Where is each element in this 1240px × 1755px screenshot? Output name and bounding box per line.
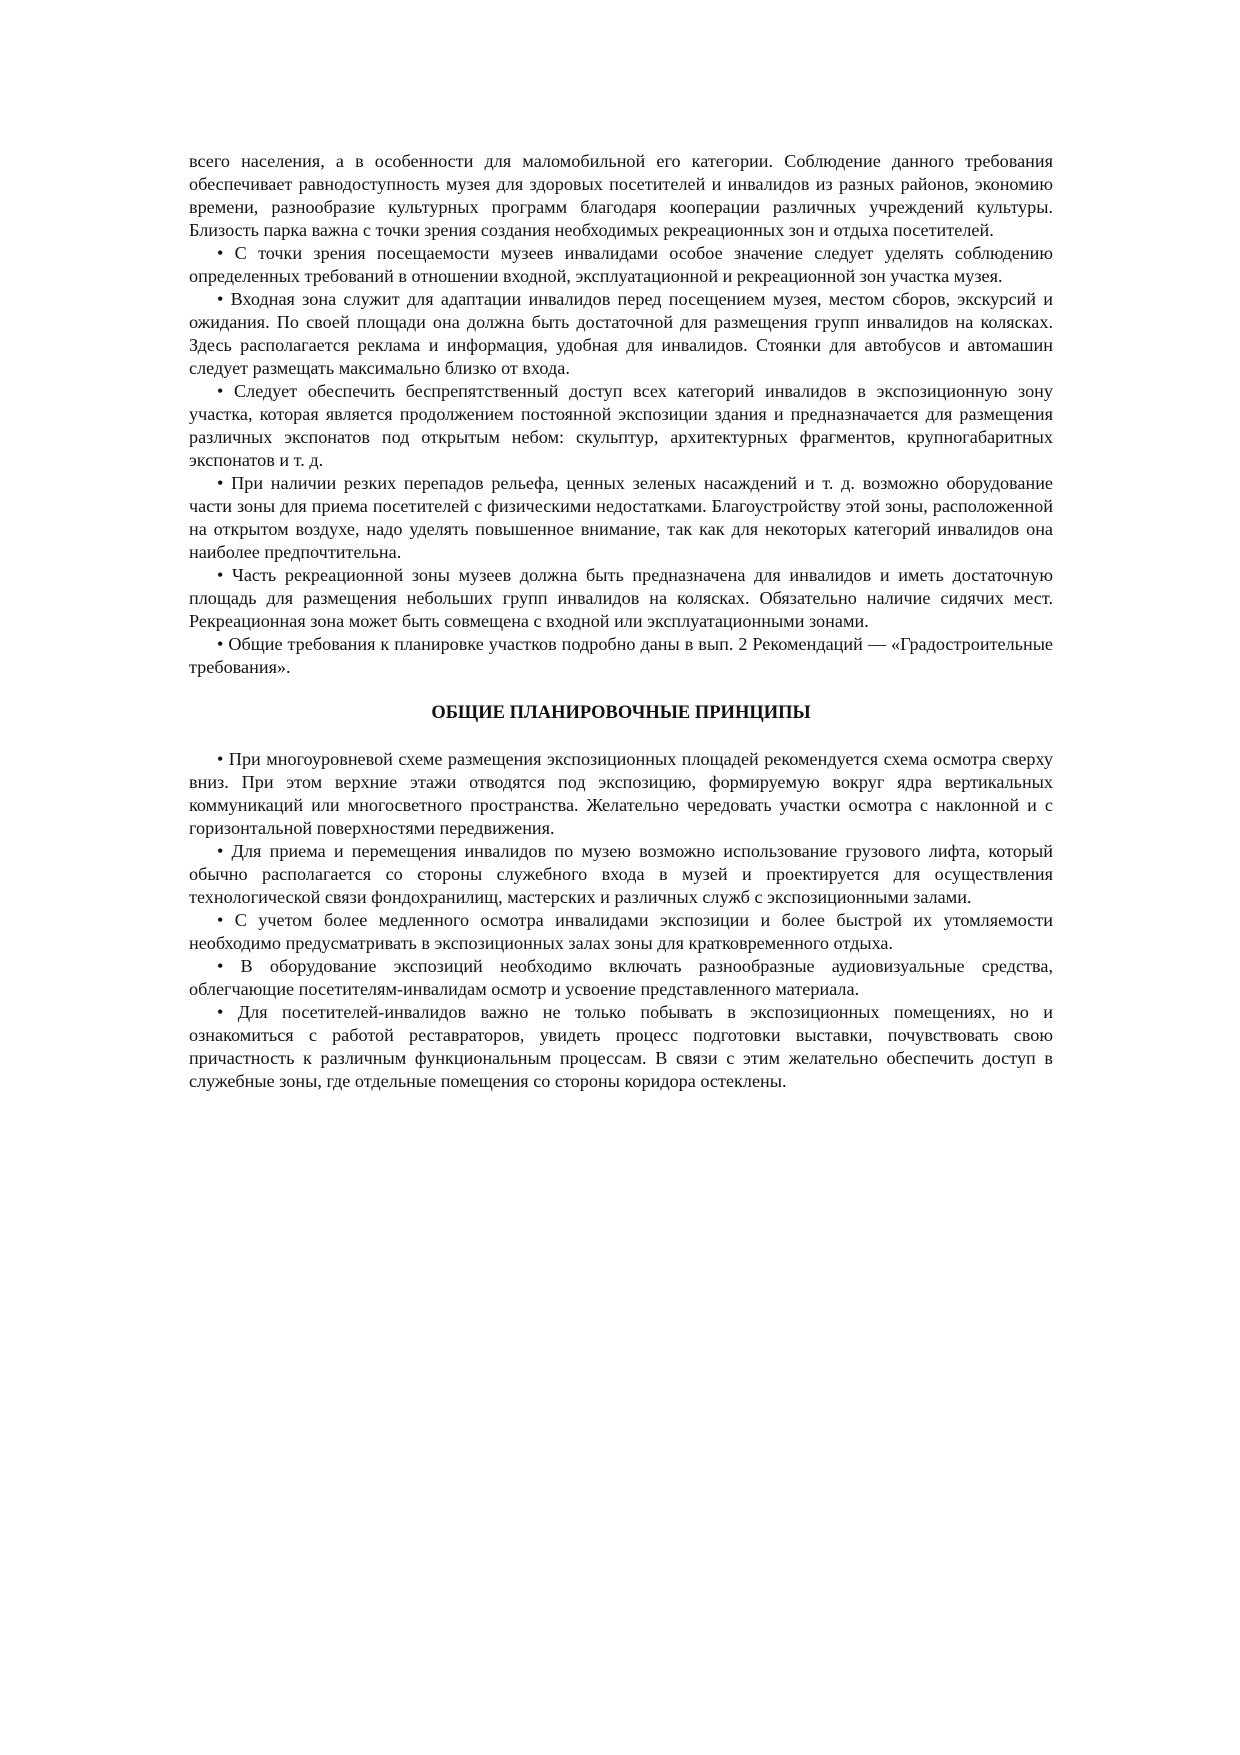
section-heading: ОБЩИЕ ПЛАНИРОВОЧНЫЕ ПРИНЦИПЫ [431,703,811,723]
paragraph-bullet-service-zones: • Для посетителей-инвалидов важно не только побывать в экспозиционных помещениях, но и ознакомиться с работой реставраторов, увидеть процесс подготовки выставки, почувствовать свою причастность к различным функциональным процессам. В связи с этим желательно обеспечить доступ в служебные зоны, где отдельные помещения со стороны коридора остеклены. [189,1002,1053,1091]
paragraph-bullet-entrance-zone: • Входная зона служит для адаптации инвалидов перед посещением музея, местом сборов, экскурсий и ожидания. По своей площади она должна быть достаточной для размещения групп инвалидов на колясках. Здесь располагается реклама и информация, удобная для инвалидов. Стоянки для автобусов и автомашин следует размещать максимально близко от входа. [189,289,1053,378]
paragraph-bullet-general-requirements: • Общие требования к планировке участков подробно даны в вып. 2 Рекомендаций — «Градостроительные требования». [189,634,1053,677]
paragraph-bullet-rest-zones: • С учетом более медленного осмотра инвалидами экспозиции и более быстрой их утомляемости необходимо предусматривать в экспозиционных залах зоны для кратковременного отдыха. [189,910,1053,953]
paragraph-continuation: всего населения, а в особенности для маломобильной его категории. Соблюдение данного требования обеспечивает равнодоступность музея для здоровых посетителей и инвалидов из разных районов, экономию времени, разнообразие культурных программ благодаря кооперации различных учреждений культуры. Близость парка важна с точки зрения создания необходимых рекреационных зон и отдыха посетителей. [189,151,1053,240]
paragraph-bullet-recreation-zone: • Часть рекреационной зоны музеев должна быть предназначена для инвалидов и иметь достаточную площадь для размещения небольших групп инвалидов на колясках. Обязательно наличие сидячих мест. Рекреационная зона может быть совмещена с входной или эксплуатационными зонами. [189,565,1053,631]
document-page [189,150,1053,1093]
section-planning-principles [189,748,1053,1093]
paragraph-bullet-multilevel-scheme: • При многоуровневой схеме размещения экспозиционных площадей рекомендуется схема осмотра сверху вниз. При этом верхние этажи отводятся под экспозицию, формируемую вокруг ядра вертикальных коммуникаций или многосветного пространства. Желательно чередовать участки осмотра с наклонной и с горизонтальной поверхностями передвижения. [189,749,1053,838]
paragraph-bullet-audiovisual: • В оборудование экспозиций необходимо включать разнообразные аудиовизуальные средства, облегчающие посетителям-инвалидам осмотр и усвоение представленного материала. [189,956,1053,999]
section-site-requirements [189,150,1053,679]
paragraph-bullet-exposition-zone: • Следует обеспечить беспрепятственный доступ всех категорий инвалидов в экспозиционную зону участка, которая является продолжением постоянной экспозиции здания и предназначается для размещения различных экспонатов под открытым небом: скульптур, архитектурных фрагментов, крупногабаритных экспонатов и т. д. [189,381,1053,470]
paragraph-bullet-relief: • При наличии резких перепадов рельефа, ценных зеленых насаждений и т. д. возможно оборудование части зоны для приема посетителей с физическими недостатками. Благоустройству этой зоны, расположенной на открытом воздухе, надо уделять повышенное внимание, так как для некоторых категорий инвалидов она наиболее предпочтительна. [189,473,1053,562]
paragraph-bullet-freight-elevator: • Для приема и перемещения инвалидов по музею возможно использование грузового лифта, который обычно располагается со стороны служебного входа в музей и проектируется для осуществления технологической связи фондохранилищ, мастерских и различных служб с экспозиционными залами. [189,841,1053,907]
paragraph-bullet-attendance: • С точки зрения посещаемости музеев инвалидами особое значение следует уделять соблюдению определенных требований в отношении входной, эксплуатационной и рекреационной зон участка музея. [189,243,1053,286]
